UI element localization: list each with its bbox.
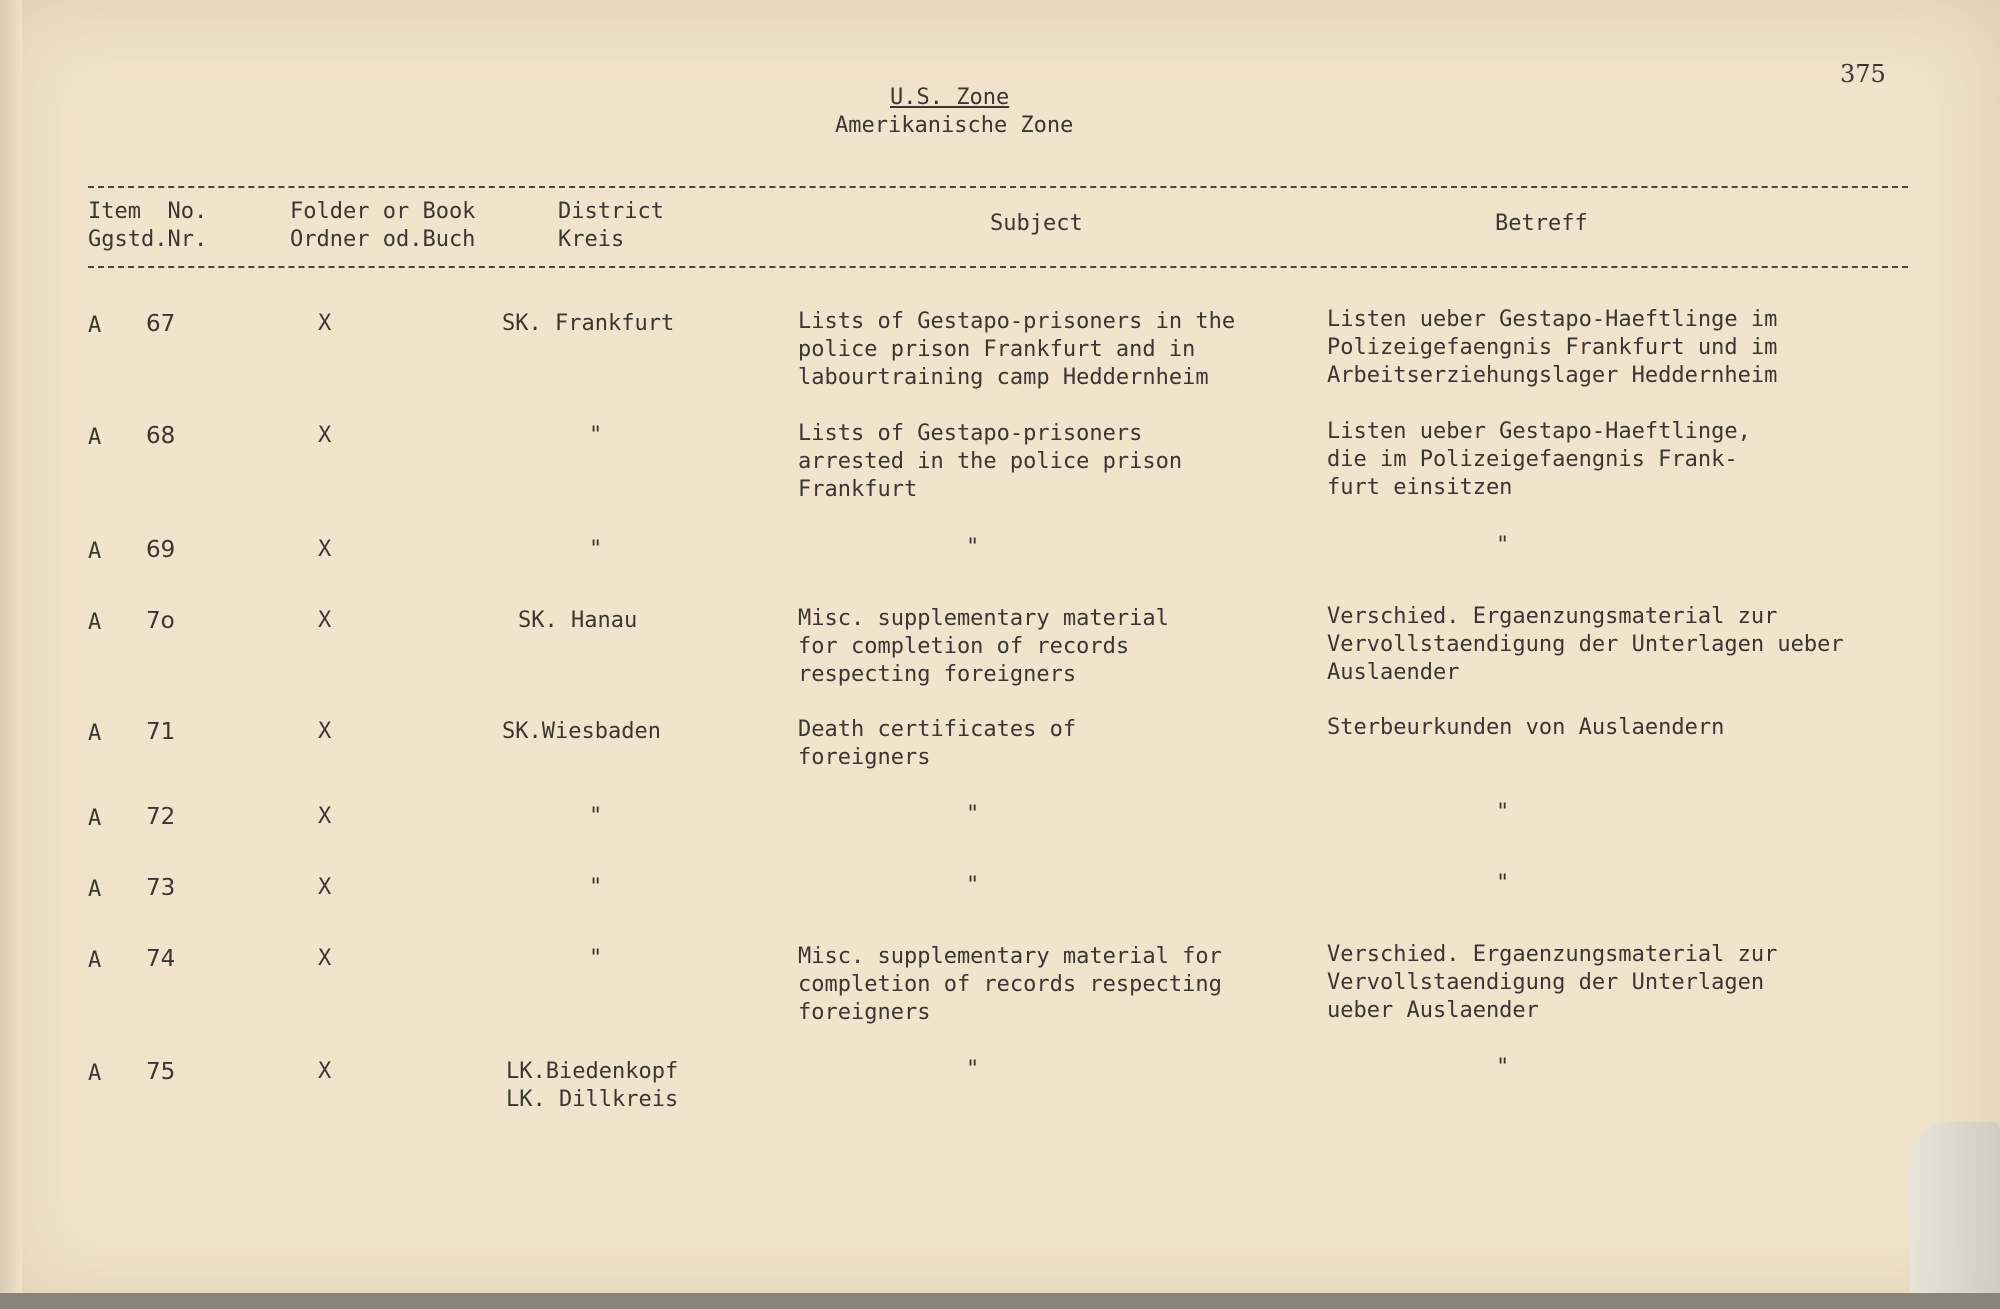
folder-mark: X (318, 804, 332, 829)
dashed-rule-top (88, 186, 1908, 188)
page-title: U.S. Zone (890, 85, 1010, 110)
column-header-subject: Subject (990, 211, 1083, 236)
item-letter: A (88, 948, 102, 973)
district-cell: SK. Hanau (518, 608, 638, 633)
item-number: 75 (146, 1059, 176, 1085)
column-header-betreff: Betreff (1495, 211, 1588, 236)
district-cell: " (589, 804, 603, 829)
betreff-cell: " (1496, 533, 1510, 558)
table-row (0, 1055, 2000, 1112)
table-row (0, 942, 2000, 1025)
district-cell: " (589, 946, 603, 971)
item-number: 68 (146, 423, 176, 449)
item-letter: A (88, 313, 102, 338)
betreff-cell: Verschied. Ergaenzungsmaterial zur Vervollstaendigung der Unterlagen ueber Auslaender (1327, 604, 1844, 685)
folder-mark: X (318, 946, 332, 971)
folder-mark: X (318, 537, 332, 562)
betreff-cell: Listen ueber Gestapo-Haeftlinge, die im Polizeigefaengnis Frank- furt einsitzen (1327, 419, 1751, 500)
item-letter: A (88, 877, 102, 902)
subject-cell: Lists of Gestapo-prisoners arrested in the police prison Frankfurt (798, 421, 1183, 502)
table-row (0, 419, 2000, 502)
table-row (0, 604, 2000, 687)
table-row (0, 715, 2000, 770)
betreff-cell: " (1496, 871, 1510, 896)
subject-cell: " (966, 802, 980, 827)
page-subtitle: Amerikanische Zone (835, 113, 1074, 138)
item-letter: A (88, 721, 102, 746)
subject-cell: Misc. supplementary material for completion of records respecting foreigners (798, 606, 1169, 687)
betreff-cell: Verschied. Ergaenzungsmaterial zur Vervollstaendigung der Unterlagen ueber Auslaender (1327, 942, 1778, 1023)
table-row (0, 533, 2000, 564)
item-number: 74 (146, 946, 176, 972)
folder-mark: X (318, 423, 332, 448)
table-row (0, 800, 2000, 831)
district-cell: SK. Frankfurt (502, 311, 675, 336)
item-number: 67 (146, 311, 176, 337)
subject-cell: Death certificates of foreigners (798, 717, 1077, 770)
item-number: 73 (146, 875, 176, 901)
betreff-cell: " (1496, 1055, 1510, 1080)
subject-cell: Misc. supplementary material for completion of records respecting foreigners (798, 944, 1222, 1025)
table-row (0, 871, 2000, 902)
district-cell: " (589, 875, 603, 900)
binding-edge (0, 1293, 2000, 1309)
folder-mark: X (318, 608, 332, 633)
subject-cell: " (966, 873, 980, 898)
item-number: 69 (146, 537, 176, 563)
district-cell: " (589, 537, 603, 562)
item-number: 71 (146, 719, 176, 745)
table-row (0, 307, 2000, 390)
item-number: 72 (146, 804, 176, 830)
folder-mark: X (318, 875, 332, 900)
district-cell: LK.Biedenkopf LK. Dillkreis (506, 1059, 679, 1112)
betreff-cell: Listen ueber Gestapo-Haeftlinge im Polizeigefaengnis Frankfurt und im Arbeitserziehungslager Heddernheim (1327, 307, 1778, 388)
subject-cell: " (966, 535, 980, 560)
subject-cell: Lists of Gestapo-prisoners in the police prison Frankfurt and in labourtraining camp Heddernheim (798, 309, 1236, 390)
page-edge (0, 0, 22, 1309)
item-letter: A (88, 425, 102, 450)
folder-mark: X (318, 719, 332, 744)
dashed-rule-bottom (88, 266, 1908, 268)
index-tab (1910, 1122, 2000, 1309)
page-number: 375 (1840, 60, 1886, 88)
folder-mark: X (318, 1059, 332, 1084)
folder-mark: X (318, 311, 332, 336)
subject-cell: " (966, 1057, 980, 1082)
item-letter: A (88, 806, 102, 831)
item-letter: A (88, 610, 102, 635)
betreff-cell: " (1496, 800, 1510, 825)
column-header-item: Item No. Ggstd.Nr. (88, 199, 208, 252)
district-cell: " (589, 423, 603, 448)
betreff-cell: Sterbeurkunden von Auslaendern (1327, 715, 1725, 740)
column-header-folder: Folder or Book Ordner od.Buch (290, 199, 476, 252)
item-letter: A (88, 539, 102, 564)
item-number: 7o (146, 608, 175, 634)
column-header-district: District Kreis (558, 199, 664, 252)
district-cell: SK.Wiesbaden (502, 719, 661, 744)
item-letter: A (88, 1061, 102, 1086)
